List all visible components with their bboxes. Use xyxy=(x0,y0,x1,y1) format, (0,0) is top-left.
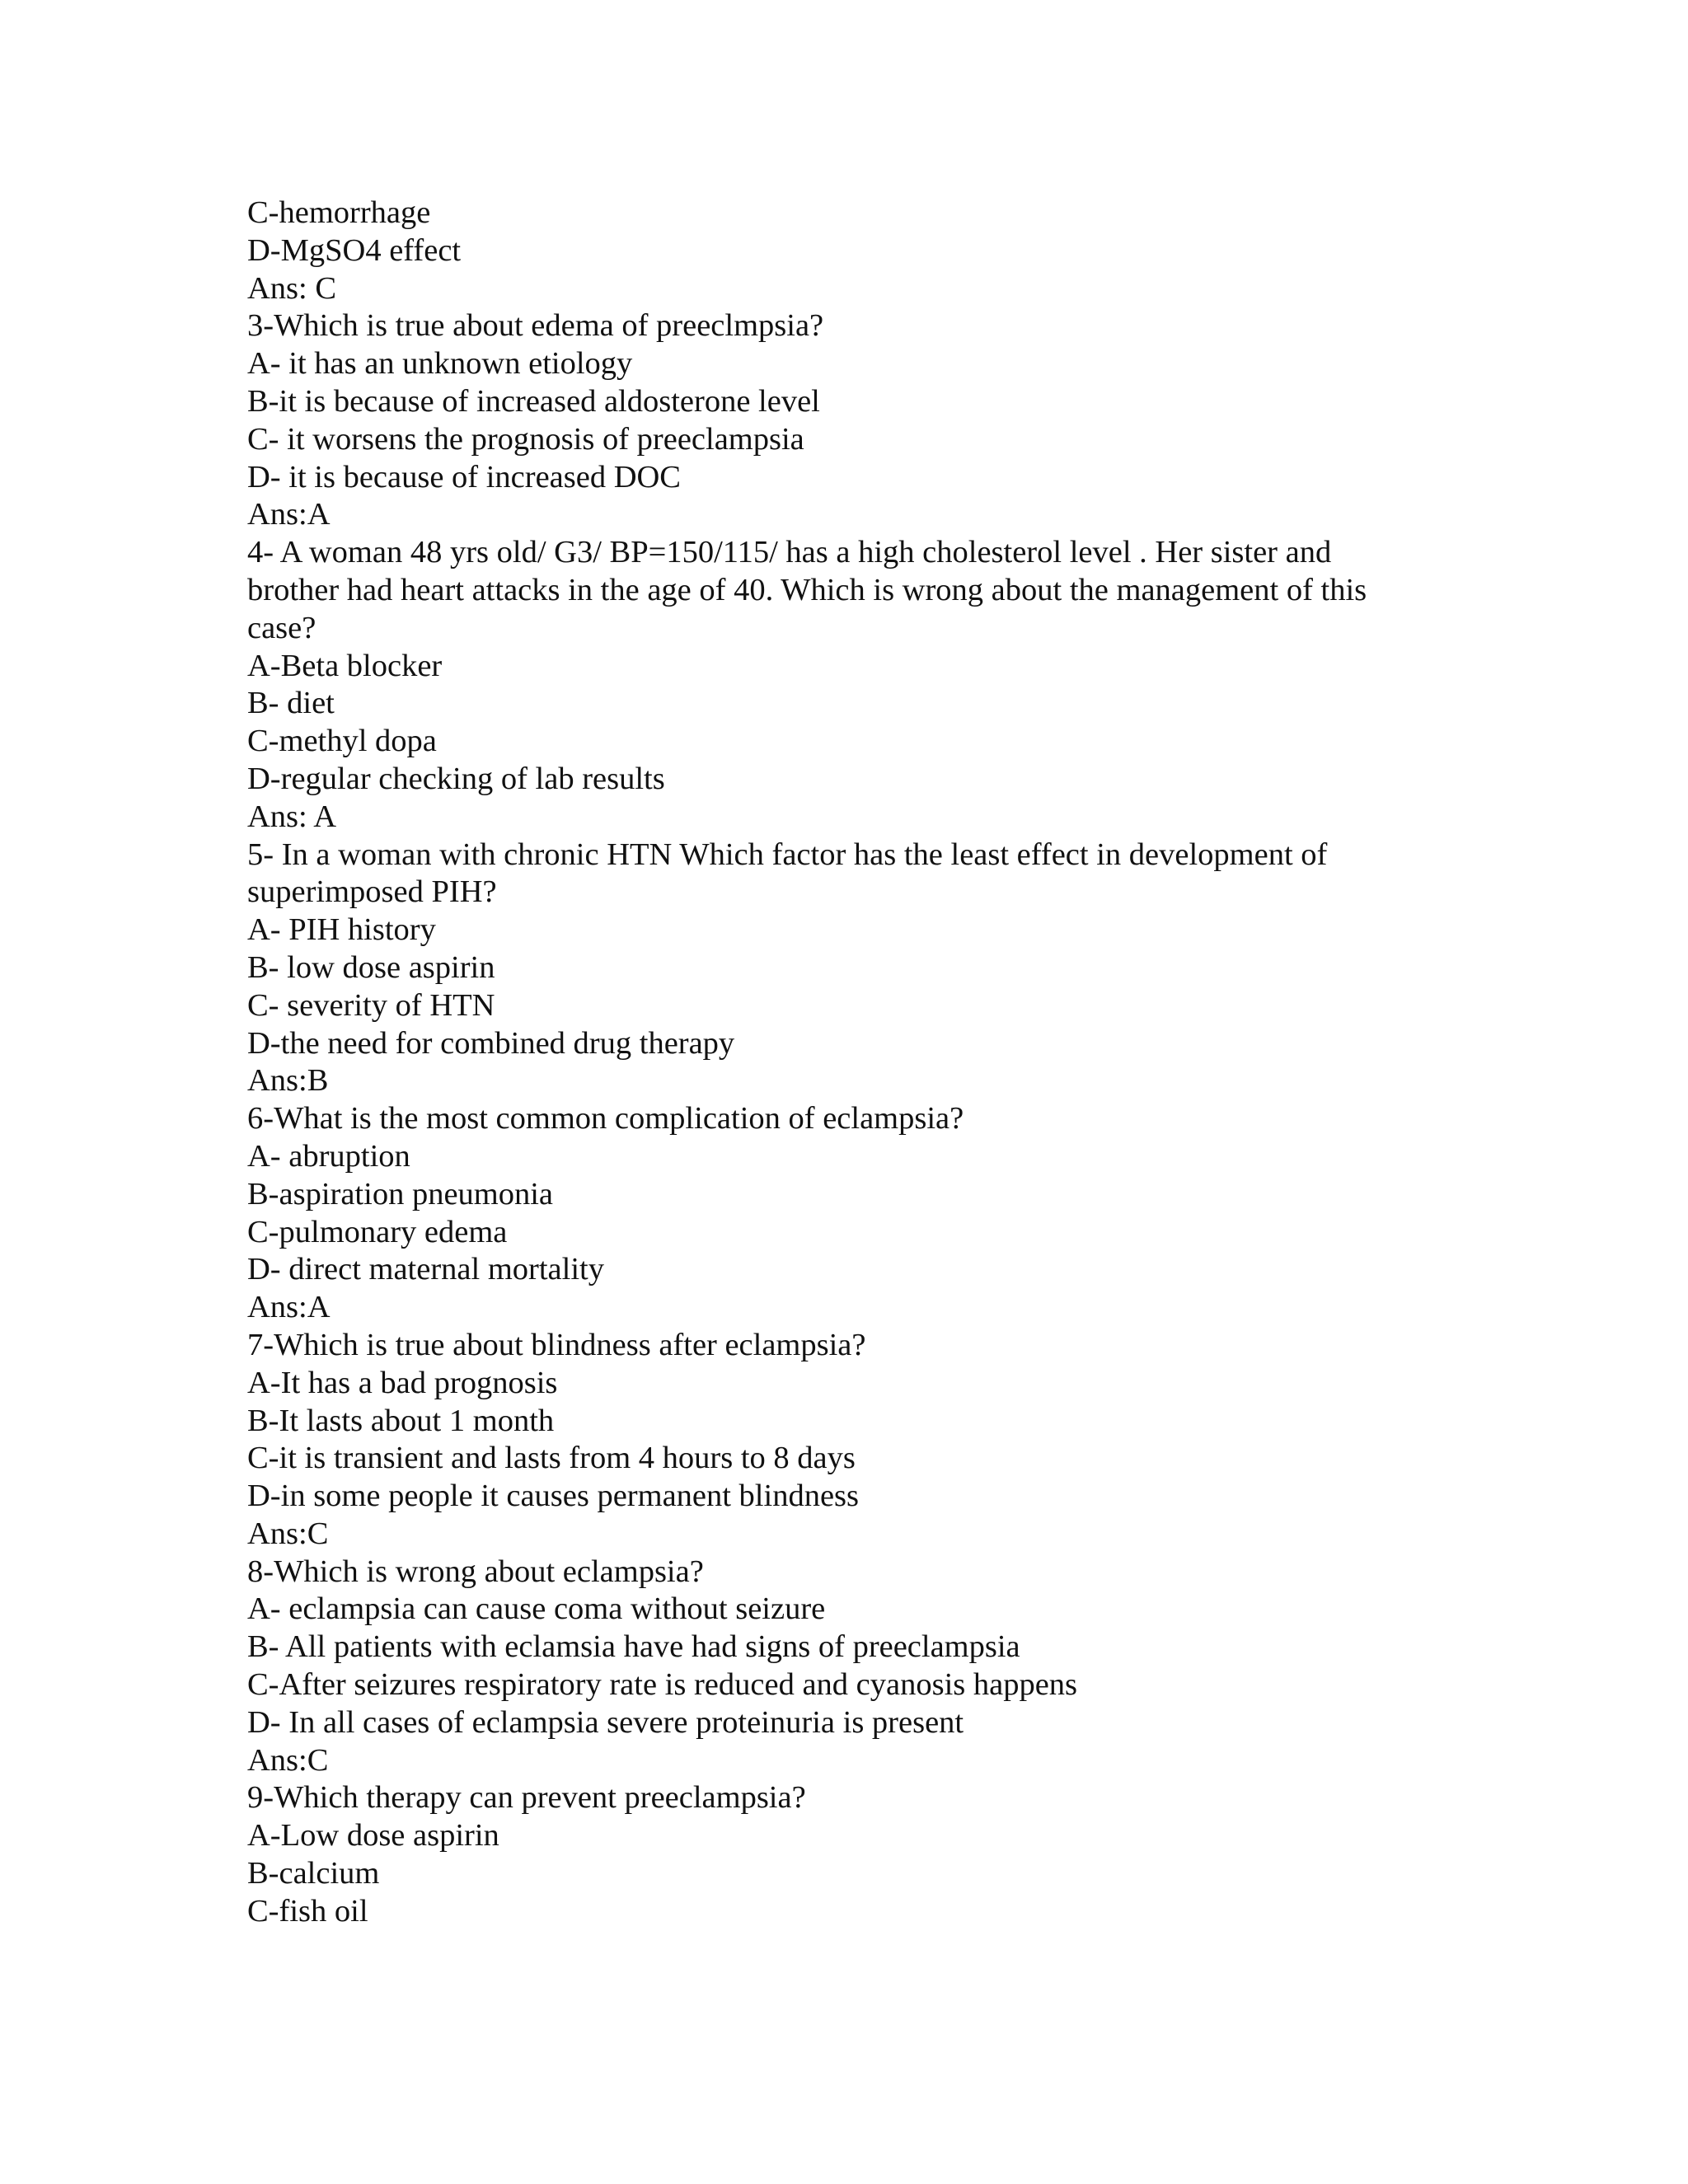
text-line: Ans: A xyxy=(247,799,337,834)
text-line: A-Beta blocker xyxy=(247,648,443,683)
text-line: B-It lasts about 1 month xyxy=(247,1403,555,1438)
text-line: Ans:C xyxy=(247,1516,329,1551)
text-line: brother had heart attacks in the age of 40. Which is wrong about the management of this xyxy=(247,572,1367,607)
text-line: C- severity of HTN xyxy=(247,987,495,1023)
text-line: B- diet xyxy=(247,686,335,721)
text-line: A- it has an unknown etiology xyxy=(247,346,633,382)
text-line: B- All patients with eclamsia have had signs of preeclampsia xyxy=(247,1629,1020,1665)
text-line: Ans:B xyxy=(247,1063,329,1099)
text-line: A- PIH history xyxy=(247,912,436,948)
text-line: B-it is because of increased aldosterone level xyxy=(247,383,820,419)
text-line: C-hemorrhage xyxy=(247,195,431,230)
text-line: D- direct maternal mortality xyxy=(247,1252,604,1287)
text-line: B-aspiration pneumonia xyxy=(247,1176,554,1212)
text-line: C-After seizures respiratory rate is reduced and cyanosis happens xyxy=(247,1667,1078,1703)
text-line: Ans:A xyxy=(247,1290,331,1325)
text-line: A- eclampsia can cause coma without seizure xyxy=(247,1591,826,1627)
text-line: Ans:A xyxy=(247,497,331,532)
text-line: 8-Which is wrong about eclampsia? xyxy=(247,1554,704,1589)
text-line: D- it is because of increased DOC xyxy=(247,459,681,494)
text-line: case? xyxy=(247,610,316,645)
text-line: 7-Which is true about blindness after eclampsia? xyxy=(247,1327,866,1362)
text-line: C- it worsens the prognosis of preeclampsia xyxy=(247,421,804,457)
text-line: C-methyl dopa xyxy=(247,724,437,759)
text-line: D-regular checking of lab results xyxy=(247,761,665,796)
text-line: A-Low dose aspirin xyxy=(247,1818,499,1854)
text-line: 9-Which therapy can prevent preeclampsia? xyxy=(247,1780,806,1816)
text-line: 6-What is the most common complication of eclampsia? xyxy=(247,1101,964,1137)
text-line: A-It has a bad prognosis xyxy=(247,1365,558,1400)
text-line: D- In all cases of eclampsia severe proteinuria is present xyxy=(247,1704,964,1740)
text-line: D-the need for combined drug therapy xyxy=(247,1025,735,1061)
text-line: D-in some people it causes permanent blindness xyxy=(247,1479,860,1514)
text-line: 3-Which is true about edema of preeclmpsia? xyxy=(247,308,824,344)
text-line: C-it is transient and lasts from 4 hours to 8 days xyxy=(247,1441,856,1476)
text-line: 5- In a woman with chronic HTN Which factor has the least effect in development of xyxy=(247,837,1328,872)
text-line: superimposed PIH? xyxy=(247,874,497,910)
text-line: B- low dose aspirin xyxy=(247,949,495,985)
text-line: 4- A woman 48 yrs old/ G3/ BP=150/115/ has a high cholesterol level . Her sister and xyxy=(247,535,1332,570)
text-line: B-calcium xyxy=(247,1856,380,1891)
text-line: C-pulmonary edema xyxy=(247,1214,508,1249)
text-line: D-MgSO4 effect xyxy=(247,232,462,268)
document-text-body xyxy=(247,194,1434,1931)
text-line: Ans:C xyxy=(247,1742,329,1778)
text-line: A- abruption xyxy=(247,1138,410,1174)
text-line: Ans: C xyxy=(247,270,337,306)
text-line: C-fish oil xyxy=(247,1893,368,1929)
